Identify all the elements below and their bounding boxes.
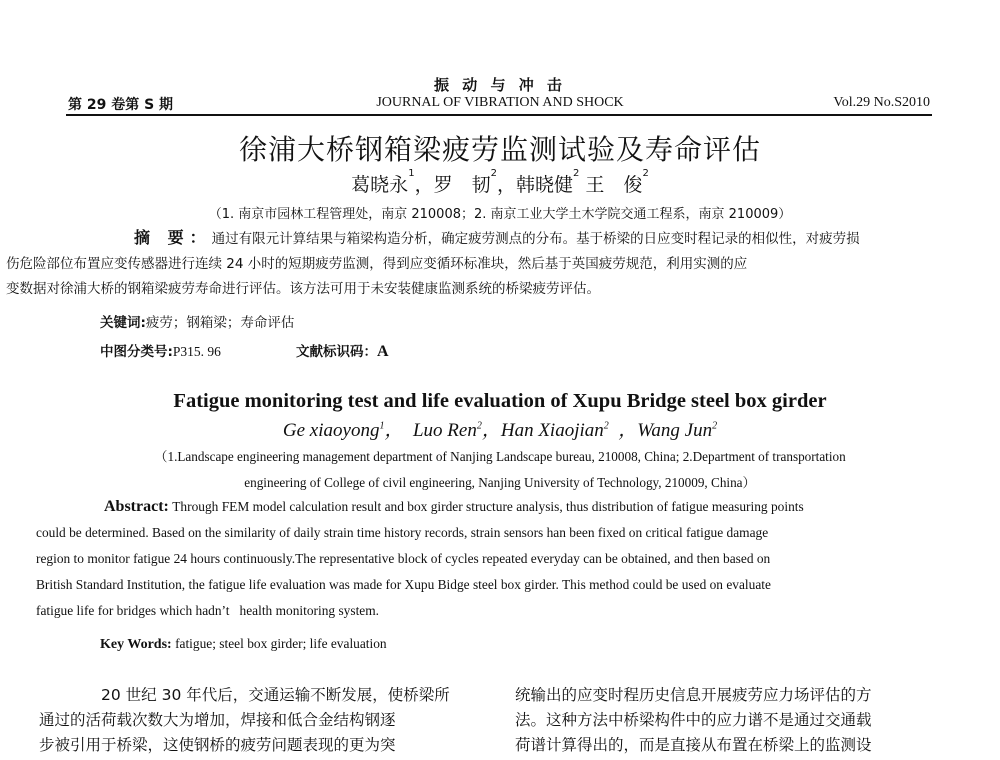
body-column-left xyxy=(39,683,502,758)
keywords-cn xyxy=(100,311,294,331)
affiliations-en-line-2: engineering of College of civil engineering, Nanjing University of Technology, 210009, China） xyxy=(244,475,756,490)
paper-title-cn: 徐浦大桥钢箱梁疲劳监测试验及寿命评估 xyxy=(238,133,761,166)
clc-label: 中图分类号: xyxy=(100,344,173,360)
abstract-cn xyxy=(6,225,932,302)
journal-name-cn: 振 动 与 冲 击 xyxy=(434,76,566,94)
author-name: 韩晓健 xyxy=(515,174,573,196)
abstract-en xyxy=(36,494,932,624)
keywords-value-en: fatigue; steel box girder; life evaluation xyxy=(175,636,387,651)
body-column-right xyxy=(515,683,933,758)
keywords-value-cn: 疲劳；钢箱梁；寿命评估 xyxy=(145,315,295,331)
author-affiliation-mark: 2 xyxy=(712,420,718,432)
author-affiliation-mark: 2 xyxy=(573,168,580,179)
author-separator: ， xyxy=(384,420,413,441)
abstract-line: could be determined. Based on the similarity of daily strain time history records, strain sensors han been fixed on critical fatigue damage xyxy=(36,525,769,540)
body-line: 步被引用于桥梁，这使钢桥的疲劳问题表现的更为突 xyxy=(39,736,396,754)
author-separator: ， xyxy=(496,174,516,196)
body-line: 统输出的应变时程历史信息开展疲劳应力场评估的方 xyxy=(515,686,872,704)
author-name: 罗 韧 xyxy=(433,174,491,196)
keywords-en xyxy=(100,636,387,653)
author-list-cn xyxy=(0,170,1000,197)
affiliations-cn: （1. 南京市园林工程管理处，南京 210008；2. 南京工业大学土木学院交通工程系，南京 210009） xyxy=(208,207,792,222)
abstract-line: fatigue life for bridges which hadn’t health monitoring system. xyxy=(36,603,379,618)
author-separator: ， xyxy=(414,174,434,196)
keywords-label-en: Key Words: xyxy=(100,637,172,652)
author-name: Han Xiaojian xyxy=(500,420,604,441)
volume-issue-cn: 第 29 卷第 S 期 xyxy=(68,97,174,113)
author-separator: ， xyxy=(481,420,501,441)
clc-number xyxy=(100,340,221,360)
author-affiliation-mark: 1 xyxy=(408,168,415,179)
document-code-label: 文献标识码： xyxy=(296,344,377,360)
document-code xyxy=(296,340,389,361)
author-name: 葛晓永 xyxy=(351,174,409,196)
author-name: Ge xiaoyong xyxy=(282,420,380,441)
header-rule xyxy=(66,114,932,116)
abstract-line: region to monitor fatigue 24 hours continuously.The representative block of cycles repeated everyday can be obtained, and then based on xyxy=(36,551,771,566)
affiliations-en-line-1: （1.Landscape engineering management department of Nanjing Landscape bureau, 210008, China; 2.Department of transportation xyxy=(154,449,846,464)
abstract-label-cn: 摘 要： xyxy=(134,228,212,247)
author-list-en xyxy=(0,415,1000,442)
abstract-line: British Standard Institution, the fatigue life evaluation was made for Xupu Bidge steel box girder. This method could be used on evaluate xyxy=(36,577,771,592)
author-name: Luo Ren xyxy=(412,420,477,441)
author-name: 王 俊 xyxy=(585,174,643,196)
author-affiliation-mark: 2 xyxy=(603,420,609,432)
clc-value: P315. 96 xyxy=(172,344,221,359)
body-line: 通过的活荷载次数大为增加，焊接和低合金结构钢逐 xyxy=(39,711,396,729)
abstract-line: 变数据对徐浦大桥的钢箱梁疲劳寿命进行评估。该方法可用于未安装健康监测系统的桥梁疲劳评估。 xyxy=(6,281,600,297)
author-separator: ， xyxy=(608,420,638,441)
body-line: 法。这种方法中桥梁构件中的应力谱不是通过交通载 xyxy=(515,711,872,729)
author-name: Wang Jun xyxy=(637,420,713,441)
abstract-line: Through FEM model calculation result and box girder structure analysis, thus distribution of fatigue measuring points xyxy=(172,499,804,514)
author-affiliation-mark: 2 xyxy=(642,168,649,179)
journal-name-en: JOURNAL OF VIBRATION AND SHOCK xyxy=(376,95,624,110)
body-line: 20 世纪 30 年代后，交通运输不断发展，使桥梁所 xyxy=(101,686,450,704)
abstract-line: 通过有限元计算结果与箱梁构造分析，确定疲劳测点的分布。基于桥梁的日应变时程记录的相似性，对疲劳损 xyxy=(211,231,860,247)
abstract-line: 伤危险部位布置应变传感器进行连续 24 小时的短期疲劳监测，得到应变循环标准块，然后基于英国疲劳规范，利用实测的应 xyxy=(6,256,748,272)
body-line: 荷谱计算得出的，而是直接从布置在桥梁上的监测设 xyxy=(515,736,872,754)
author-affiliation-mark: 1 xyxy=(379,420,385,432)
abstract-label-en: Abstract: xyxy=(104,498,169,515)
volume-issue-en: Vol.29 No.S2010 xyxy=(833,95,930,110)
author-affiliation-mark: 2 xyxy=(476,420,482,432)
document-code-value: A xyxy=(377,343,389,360)
paper-title-en: Fatigue monitoring test and life evaluation of Xupu Bridge steel box girder xyxy=(173,390,827,412)
keywords-label-cn: 关键词: xyxy=(100,315,146,331)
author-affiliation-mark: 2 xyxy=(490,168,497,179)
